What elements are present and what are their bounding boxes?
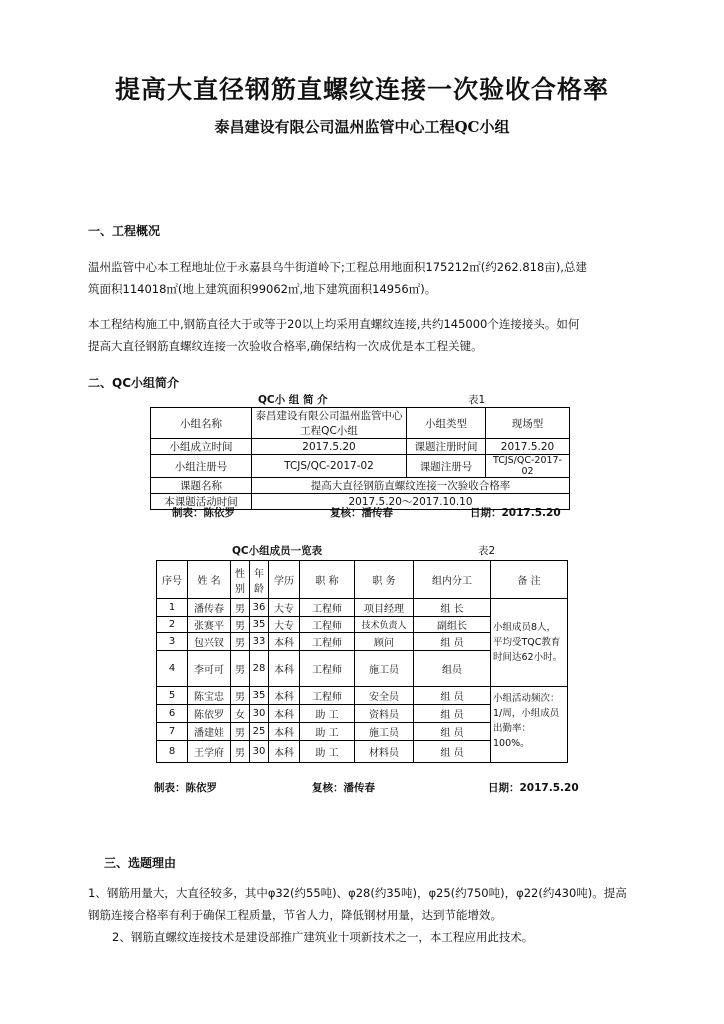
- section1-paragraph1: [88, 256, 648, 300]
- topic-reg-no-value: TCJS/QC-2017-02: [486, 455, 570, 478]
- member-no: 8: [157, 741, 188, 763]
- section3-heading: 三、选题理由: [104, 856, 177, 870]
- member-duty: 技术负责人: [355, 617, 414, 633]
- group-name-value: 泰昌建设有限公司温州监管中心工程QC小组: [252, 408, 407, 439]
- member-no: 2: [157, 617, 188, 633]
- member-edu: 本科: [269, 741, 300, 763]
- table-row: [157, 599, 568, 617]
- member-title: 工程师: [300, 633, 355, 651]
- member-role: 组员: [414, 651, 491, 687]
- members-note-2: 小组活动频次：1/周，小组成员出勤率：100%。: [491, 687, 568, 763]
- member-age: 30: [250, 741, 269, 763]
- member-sex: 女: [231, 705, 250, 723]
- member-duty: 施工员: [355, 651, 414, 687]
- section1-paragraph2: [88, 313, 648, 357]
- section1-para2-line1: 本工程结构施工中,钢筋直径大于或等于20以上均采用直螺纹连接,共约145000个连接接头。如何: [88, 317, 580, 331]
- member-name: 李可可: [188, 651, 231, 687]
- member-title: 工程师: [300, 687, 355, 705]
- member-role: 组 长: [414, 599, 491, 617]
- member-duty: 安全员: [355, 687, 414, 705]
- section3-body: [88, 882, 688, 948]
- member-duty: 项目经理: [355, 599, 414, 617]
- qc-group-table: [150, 407, 570, 510]
- member-duty: 资料员: [355, 705, 414, 723]
- table2-number: 表2: [478, 545, 496, 557]
- table1-caption: QC小 组 简 介: [258, 394, 328, 406]
- member-role: 组 员: [414, 705, 491, 723]
- member-title: 助 工: [300, 705, 355, 723]
- member-duty: 材料员: [355, 741, 414, 763]
- section2-heading: 二、QC小组简介: [88, 376, 180, 390]
- members-note-1: 小组成员8人，平均受TQC教育时间达62小时。: [491, 599, 568, 687]
- qc-members-table: [156, 560, 568, 763]
- member-edu: 本科: [269, 651, 300, 687]
- member-name: 包兴钗: [188, 633, 231, 651]
- topic-reg-time-label: 课题注册时间: [407, 439, 486, 455]
- member-title: 助 工: [300, 741, 355, 763]
- group-type-label: 小组类型: [407, 408, 486, 439]
- founded-label: 小组成立时间: [151, 439, 252, 455]
- member-edu: 本科: [269, 633, 300, 651]
- member-no: 4: [157, 651, 188, 687]
- members-header-row: [157, 561, 568, 599]
- reg-no-label: 小组注册号: [151, 455, 252, 478]
- member-sex: 男: [231, 617, 250, 633]
- page-subtitle: 泰昌建设有限公司温州监管中心工程QC小组: [214, 118, 510, 136]
- member-duty: 顾问: [355, 633, 414, 651]
- table1-reviewed-by: 复核：潘传春: [330, 507, 393, 519]
- group-type-value: 现场型: [486, 408, 570, 439]
- section3-line2: 钢筋连接合格率有利于确保工程质量，节省人力，降低钢材用量，达到节能增效。: [88, 908, 502, 922]
- member-role: 组 员: [414, 723, 491, 741]
- period-label: 本课题活动时间: [151, 494, 252, 510]
- member-age: 30: [250, 705, 269, 723]
- member-name: 王学府: [188, 741, 231, 763]
- section3-line1: 1、钢筋用量大，大直径较多，其中φ32(约55吨)、φ28(约35吨)，φ25(约750吨)，φ22(约430吨)。提高: [88, 886, 627, 900]
- member-no: 3: [157, 633, 188, 651]
- founded-value: 2017.5.20: [252, 439, 407, 455]
- member-no: 6: [157, 705, 188, 723]
- member-title: 助 工: [300, 723, 355, 741]
- header-edu: 学历: [269, 561, 300, 599]
- member-sex: 男: [231, 651, 250, 687]
- table2-caption: QC小组成员一览表: [232, 545, 323, 557]
- header-duty: 职 务: [355, 561, 414, 599]
- member-no: 1: [157, 599, 188, 617]
- topic-value: 提高大直径钢筋直螺纹连接一次验收合格率: [252, 478, 570, 494]
- topic-label: 课题名称: [151, 478, 252, 494]
- reg-no-value: TCJS/QC-2017-02: [252, 455, 407, 478]
- member-no: 5: [157, 687, 188, 705]
- member-name: 潘建娃: [188, 723, 231, 741]
- topic-reg-time-value: 2017.5.20: [486, 439, 570, 455]
- header-age: 年龄: [250, 561, 269, 599]
- member-name: 张赛平: [188, 617, 231, 633]
- section1-para1-line1: 温州监管中心本工程地址位于永嘉县乌牛街道岭下;工程总用地面积175212㎡(约262.818亩),总建: [88, 260, 587, 274]
- header-sex: 性别: [231, 561, 250, 599]
- member-age: 33: [250, 633, 269, 651]
- member-age: 35: [250, 687, 269, 705]
- table1-made-by: 制表：陈依罗: [172, 507, 235, 519]
- header-role: 组内分工: [414, 561, 491, 599]
- table1-number: 表1: [468, 394, 486, 406]
- member-age: 35: [250, 617, 269, 633]
- period-value: 2017.5.20～2017.10.10: [252, 494, 570, 510]
- member-edu: 本科: [269, 705, 300, 723]
- header-no: 序号: [157, 561, 188, 599]
- table2-date: 日期：2017.5.20: [488, 782, 579, 794]
- member-duty: 施工员: [355, 723, 414, 741]
- table2-reviewed-by: 复核：潘传春: [312, 782, 375, 794]
- section1-para1-line2: 筑面积114018㎡(地上建筑面积99062㎡,地下建筑面积14956㎡)。: [88, 282, 437, 296]
- member-age: 28: [250, 651, 269, 687]
- member-age: 25: [250, 723, 269, 741]
- page-title: 提高大直径钢筋直螺纹连接一次验收合格率: [114, 75, 609, 104]
- member-sex: 男: [231, 723, 250, 741]
- member-edu: 大专: [269, 617, 300, 633]
- member-edu: 本科: [269, 687, 300, 705]
- member-title: 工程师: [300, 599, 355, 617]
- member-age: 36: [250, 599, 269, 617]
- member-edu: 大专: [269, 599, 300, 617]
- header-name: 姓 名: [188, 561, 231, 599]
- topic-reg-no-label: 课题注册号: [407, 455, 486, 478]
- member-name: 陈宝忠: [188, 687, 231, 705]
- member-role: 副组长: [414, 617, 491, 633]
- member-sex: 男: [231, 741, 250, 763]
- table1-date: 日期：2017.5.20: [470, 507, 561, 519]
- member-sex: 男: [231, 633, 250, 651]
- member-sex: 男: [231, 687, 250, 705]
- group-name-label: 小组名称: [151, 408, 252, 439]
- member-no: 7: [157, 723, 188, 741]
- section3-line3: 2、钢筋直螺纹连接技术是建设部推广建筑业十项新技术之一，本工程应用此技术。: [112, 930, 534, 944]
- member-role: 组 员: [414, 687, 491, 705]
- member-role: 组 员: [414, 741, 491, 763]
- member-title: 工程师: [300, 651, 355, 687]
- member-name: 潘传春: [188, 599, 231, 617]
- table-row: [157, 687, 568, 705]
- section1-para2-line2: 提高大直径钢筋直螺纹连接一次验收合格率,确保结构一次成优是本工程关键。: [88, 339, 483, 353]
- member-sex: 男: [231, 599, 250, 617]
- table2-made-by: 制表：陈依罗: [154, 782, 217, 794]
- section1-heading: 一、工程概况: [88, 224, 161, 238]
- member-name: 陈依罗: [188, 705, 231, 723]
- member-edu: 本科: [269, 723, 300, 741]
- header-note: 备 注: [491, 561, 568, 599]
- header-title: 职 称: [300, 561, 355, 599]
- member-title: 工程师: [300, 617, 355, 633]
- member-role: 组 员: [414, 633, 491, 651]
